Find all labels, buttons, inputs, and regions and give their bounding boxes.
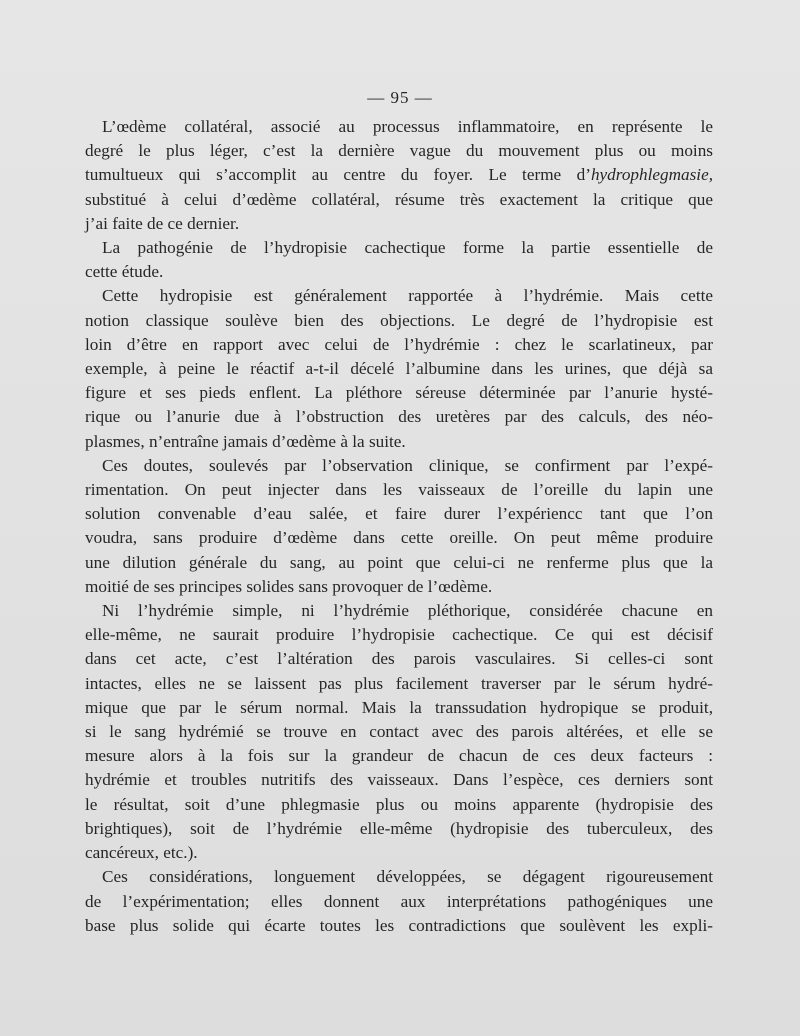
text-line: rique ou l’anurie due à l’obstruction des uretères par des calculs, des néo- bbox=[85, 407, 713, 427]
page-number: — 95 — bbox=[367, 88, 433, 107]
text-line: plasmes, n’entraîne jamais d’œdème à la suite. bbox=[85, 431, 406, 451]
text-line: elle-même, ne saurait produire l’hydropisie cachectique. Ce qui est décisif bbox=[85, 625, 713, 645]
paragraph-2 bbox=[85, 236, 713, 284]
text-line: cette étude. bbox=[85, 262, 164, 282]
text-line: brightiques), soit de l’hydrémie elle-même (hydropisie des tuberculeux, des bbox=[85, 818, 713, 838]
text-line: solution convenable d’eau salée, et faire durer l’expériencc tant que l’on bbox=[85, 504, 713, 524]
text-line: substitué à celui d’œdème collatéral, résume très exactement la critique que bbox=[85, 189, 713, 209]
text-line: cancéreux, etc.). bbox=[85, 843, 198, 863]
text-line: dans cet acte, c’est l’altération des parois vasculaires. Si celles-ci sont bbox=[85, 649, 713, 669]
text-line: notion classique soulève bien des objections. Le degré de l’hydropisie est bbox=[85, 310, 713, 330]
text-line: Ces considérations, longuement développées, se dégagent rigoureusement bbox=[102, 867, 713, 887]
text-line: de l’expérimentation; elles donnent aux interprétations pathogéniques une bbox=[85, 891, 713, 911]
text-line: moitié de ses principes solides sans provoquer de l’œdème. bbox=[85, 576, 493, 596]
text-line: mesure alors à la fois sur la grandeur de chacun de ces deux facteurs : bbox=[85, 746, 713, 766]
page-text bbox=[85, 115, 713, 938]
text-line: loin d’être en rapport avec celui de l’hydrémie : chez le scarlatineux, par bbox=[85, 334, 713, 354]
text-fragment: tumultueux qui s’accomplit au centre du foyer. Le terme d’ bbox=[85, 165, 591, 185]
paragraph-4 bbox=[85, 454, 713, 599]
text-line: le résultat, soit d’une phlegmasie plus ou moins apparente (hydropisie des bbox=[85, 794, 713, 814]
text-line: L’œdème collatéral, associé au processus inflammatoire, en représente le bbox=[102, 117, 713, 136]
text-line: j’ai faite de ce dernier. bbox=[85, 213, 240, 233]
text-line: degré le plus léger, c’est la dernière vague du mouvement plus ou moins bbox=[85, 141, 713, 161]
text-line: Ni l’hydrémie simple, ni l’hydrémie pléthorique, considérée chacune en bbox=[102, 601, 713, 621]
text-line: hydrémie et troubles nutritifs des vaisseaux. Dans l’espèce, ces derniers sont bbox=[85, 770, 713, 790]
text-line: figure et ses pieds enflent. La pléthore séreuse déterminée par l’anurie hysté- bbox=[85, 383, 713, 403]
text-line: base plus solide qui écarte toutes les contradictions que soulèvent les expli- bbox=[85, 915, 713, 935]
text-line: intactes, elles ne se laissent pas plus facilement traverser par le sérum hydré- bbox=[85, 673, 713, 693]
text-line: une dilution générale du sang, au point que celui-ci ne renferme plus que la bbox=[85, 552, 713, 572]
italic-term: hydrophlegmasie, bbox=[590, 165, 713, 185]
text-line: rimentation. On peut injecter dans les vaisseaux de l’oreille du lapin une bbox=[85, 480, 713, 500]
paragraph-6 bbox=[85, 865, 713, 938]
text-line: voudra, sans produire d’œdème dans cette oreille. On peut même produire bbox=[85, 528, 713, 548]
text-line: La pathogénie de l’hydropisie cachectique forme la partie essentielle de bbox=[102, 238, 713, 258]
text-line: Cette hydropisie est généralement rapportée à l’hydrémie. Mais cette bbox=[102, 286, 713, 306]
text-line: Ces doutes, soulevés par l’observation clinique, se confirment par l’expé- bbox=[102, 455, 713, 475]
paragraph-5 bbox=[85, 599, 713, 865]
text-line: si le sang hydrémié se trouve en contact avec des parois altérées, et elle se bbox=[85, 722, 713, 742]
text-line: exemple, à peine le réactif a-t-il décelé l’albumine dans les urines, que déjà sa bbox=[85, 359, 713, 379]
paragraph-3 bbox=[85, 284, 713, 453]
text-line-with-italic bbox=[85, 163, 713, 187]
text-line: mique que par le sérum normal. Mais la transsudation hydropique se produit, bbox=[85, 697, 713, 717]
paragraph-1 bbox=[85, 115, 713, 236]
